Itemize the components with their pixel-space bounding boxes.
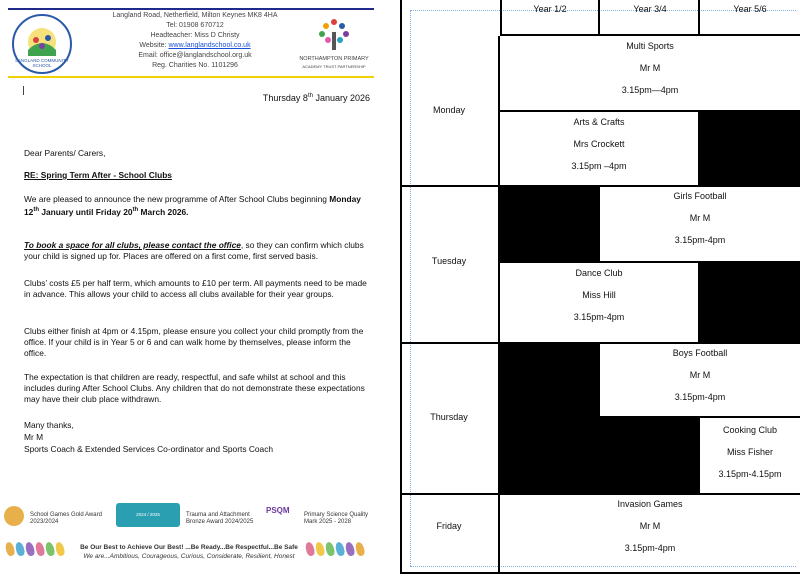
header-address: Langland Road, Netherfield, Milton Keynes MK8 4HA bbox=[112, 12, 278, 19]
trauma-award-text: Trauma and Attachment Bronze Award 2024/2025 bbox=[186, 512, 254, 525]
school-logo-text: LANGLAND COMMUNITY SCHOOL bbox=[15, 58, 69, 68]
intro-text: We are pleased to announce the new programme of After School Clubs beginning bbox=[24, 194, 330, 204]
club-multi-sports-staff: Mr M bbox=[639, 63, 661, 73]
day-thursday: Thursday bbox=[430, 412, 468, 422]
motto-line-2: We are...Ambitious, Courageous, Curious, Considerate, Resilient, Honest bbox=[83, 553, 295, 560]
header-year-1-2: Year 1/2 bbox=[533, 4, 567, 14]
header-headteacher: Headteacher: Miss D Christy bbox=[150, 32, 240, 39]
petal-icon bbox=[14, 541, 25, 557]
club-multi-sports-time: 3.15pm—4pm bbox=[621, 85, 679, 95]
header-charity: Reg. Charities No. 1101296 bbox=[152, 62, 238, 69]
subject-line: RE: Spring Term After - School Clubs bbox=[24, 170, 172, 180]
day-monday: Monday bbox=[432, 105, 466, 115]
date-prefix: Thursday 8 bbox=[262, 93, 308, 103]
intro-end-year: March 2026. bbox=[138, 206, 189, 217]
header-year-3-4: Year 3/4 bbox=[633, 4, 667, 14]
blocked-cell bbox=[500, 187, 600, 261]
website-link[interactable]: www.langlandschool.co.uk bbox=[168, 42, 251, 49]
petal-icon bbox=[324, 541, 335, 557]
club-cooking-staff: Miss Fisher bbox=[726, 447, 773, 457]
petal-icon bbox=[54, 541, 65, 557]
day-friday: Friday bbox=[436, 521, 462, 531]
club-boys-football-time: 3.15pm-4pm bbox=[674, 392, 726, 402]
day-tuesday: Tuesday bbox=[431, 256, 467, 266]
date-sup: th bbox=[307, 93, 313, 99]
trust-name: NORTHAMPTON PRIMARY bbox=[299, 56, 369, 62]
club-arts-crafts-time: 3.15pm –4pm bbox=[571, 161, 627, 171]
club-dance-staff: Miss Hill bbox=[582, 290, 616, 300]
petal-icon bbox=[334, 541, 345, 557]
trust-logo-graphic bbox=[296, 14, 372, 56]
signature-name: Mr M bbox=[24, 432, 44, 442]
signoff: Many thanks, bbox=[24, 420, 74, 430]
petal-icon bbox=[314, 541, 325, 557]
petal-icon bbox=[44, 541, 55, 557]
club-cooking-name: Cooking Club bbox=[722, 425, 778, 435]
row-separator bbox=[600, 416, 800, 418]
club-arts-crafts-staff: Mrs Crockett bbox=[573, 139, 625, 149]
intro-sup-a: th bbox=[33, 207, 39, 213]
letter-date bbox=[230, 93, 370, 103]
petals-decoration-left bbox=[6, 542, 66, 561]
club-invasion-games-name: Invasion Games bbox=[617, 499, 683, 509]
motto-line-1: Be Our Best to Achieve Our Best! ...Be Ready...Be Respectful...Be Safe bbox=[80, 544, 298, 551]
website-label: Website: bbox=[139, 42, 169, 49]
intro-end-date: January until Friday 20 bbox=[39, 206, 133, 217]
header-tel: Tel: 01908 670712 bbox=[166, 22, 224, 29]
games-award-text: School Games Gold Award 2023/2024 bbox=[30, 512, 102, 525]
clubs-timetable bbox=[400, 0, 800, 580]
club-invasion-games-staff: Mr M bbox=[639, 521, 661, 531]
letter-page bbox=[0, 0, 384, 580]
greeting: Dear Parents/ Carers, bbox=[24, 148, 106, 158]
petal-icon bbox=[24, 541, 35, 557]
petals-decoration-right bbox=[306, 542, 366, 561]
date-suffix: January 2026 bbox=[312, 93, 370, 103]
club-invasion-games-time: 3.15pm-4pm bbox=[624, 543, 676, 553]
club-boys-football-name: Boys Football bbox=[672, 348, 728, 358]
club-arts-crafts-name: Arts & Crafts bbox=[573, 117, 625, 127]
signature-role: Sports Coach & Extended Services Co-ordinator and Sports Coach bbox=[24, 444, 274, 454]
paragraph-intro bbox=[24, 194, 369, 218]
club-boys-football-staff: Mr M bbox=[689, 370, 711, 380]
day-separator bbox=[400, 342, 800, 344]
club-cooking-time: 3.15pm-4.15pm bbox=[718, 469, 782, 479]
text-cursor bbox=[23, 86, 24, 95]
science-award-text: Primary Science Quality Mark 2025 - 2028 bbox=[304, 512, 369, 525]
header-email: Email: office@langlandschool.org.uk bbox=[138, 52, 252, 59]
club-girls-football-name: Girls Football bbox=[673, 191, 727, 201]
header-year-5-6: Year 5/6 bbox=[733, 4, 767, 14]
blocked-cell bbox=[698, 263, 800, 342]
header-top-rule bbox=[8, 8, 374, 10]
club-dance-name: Dance Club bbox=[575, 268, 623, 278]
club-girls-football-staff: Mr M bbox=[689, 213, 711, 223]
psqm-logo-icon bbox=[266, 506, 300, 526]
header-bottom-rule bbox=[8, 76, 374, 78]
day-separator bbox=[400, 493, 800, 495]
club-multi-sports-name: Multi Sports bbox=[626, 41, 674, 51]
trauma-badge-text: 2024 / 2025 bbox=[136, 512, 160, 517]
psqm-logo-text: PSQM bbox=[266, 506, 290, 515]
paragraph-collection: Clubs either finish at 4pm or 4.15pm, please ensure you collect your child promptly from the office. If your child is in Year 5 or 6 and can walk home by themselves, please inform the office. bbox=[24, 326, 364, 358]
intro-start-date: Monday 12 bbox=[24, 194, 361, 217]
blocked-cell bbox=[600, 418, 700, 493]
trauma-award-badge bbox=[116, 503, 180, 527]
paragraph-booking bbox=[24, 240, 369, 262]
petal-icon bbox=[354, 541, 365, 557]
petal-icon bbox=[304, 541, 315, 557]
blocked-cell bbox=[698, 112, 800, 185]
games-award-icon bbox=[4, 506, 24, 526]
paragraph-costs: Clubs’ costs £5 per half term, which amounts to £10 per term. All payments need to be made in advance. This allows your child to access all clubs available for their year groups. bbox=[24, 278, 367, 299]
club-dance-time: 3.15pm-4pm bbox=[573, 312, 625, 322]
intro-sup-b: th bbox=[132, 207, 139, 213]
petal-icon bbox=[4, 541, 15, 557]
trust-subtext: ACADEMY TRUST PARTNERSHIP bbox=[302, 64, 366, 69]
header-website bbox=[100, 42, 290, 49]
trust-logo-text bbox=[296, 56, 372, 70]
paragraph-expectations: The expectation is that children are ready, respectful, and safe whilst at school and this includes during After School Clubs. Any children that do not demonstrate these expectations may have their club place withdrawn. bbox=[24, 372, 365, 404]
day-separator bbox=[400, 185, 800, 187]
petal-icon bbox=[34, 541, 45, 557]
club-girls-football-time: 3.15pm-4pm bbox=[674, 235, 726, 245]
booking-text: , so they can confirm which clubs your child is signed up for. Places are offered on a first come, first served basis. bbox=[24, 240, 364, 261]
petal-icon bbox=[344, 541, 355, 557]
booking-emphasis: To book a space for all clubs, please contact the office bbox=[24, 240, 241, 250]
blocked-cell bbox=[500, 344, 600, 493]
